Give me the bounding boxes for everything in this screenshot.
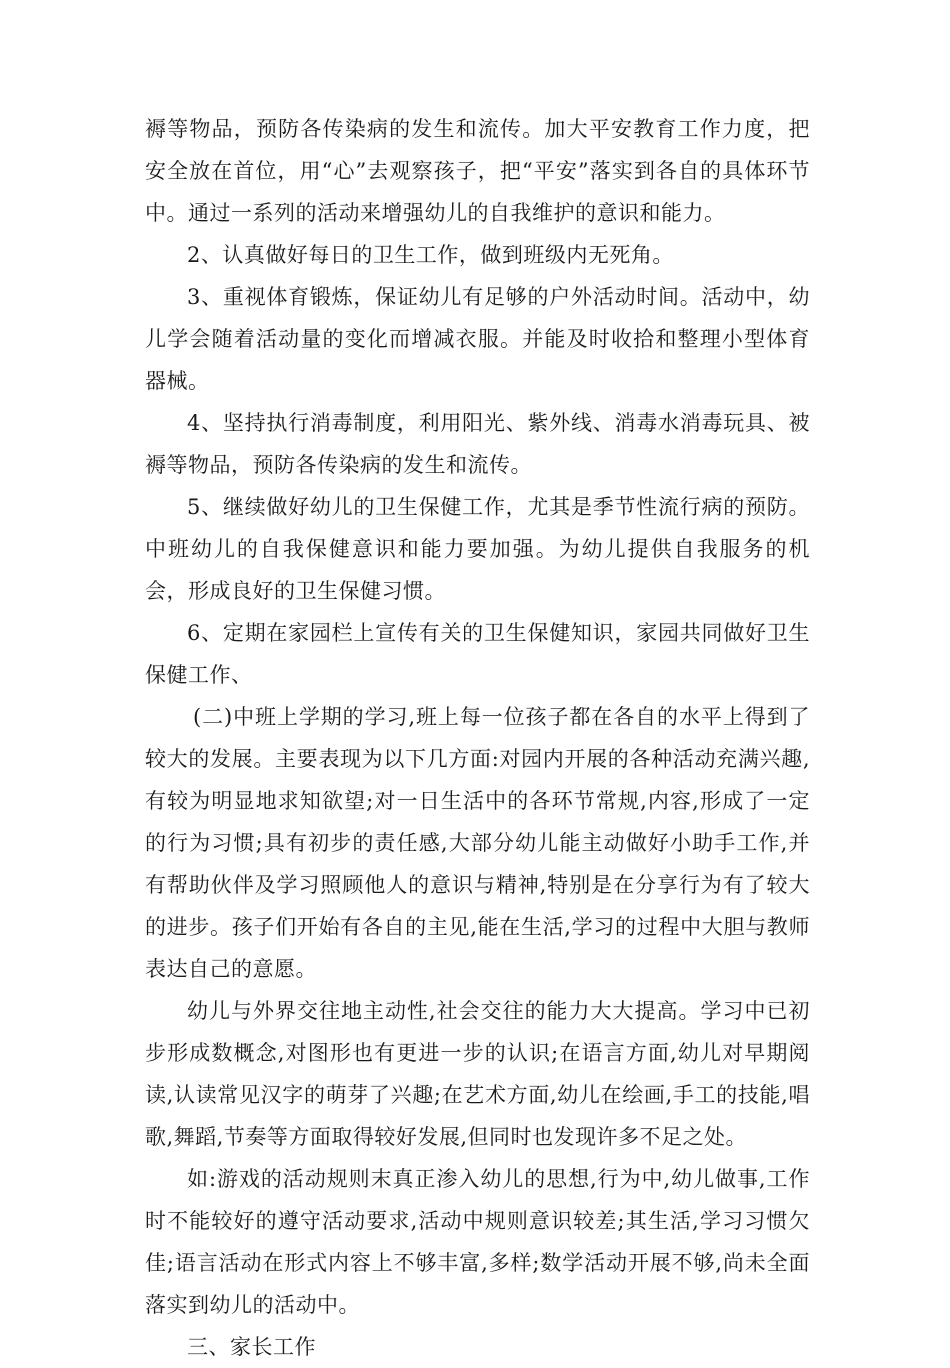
paragraph-item-2: 2、认真做好每日的卫生工作，做到班级内无死角。: [187, 243, 674, 267]
paragraph-section-2-learning: (二)中班上学期的学习,班上每一位孩子都在各自的水平上得到了较大的发展。主要表现为以下几方面:对园内开展的各种活动充满兴趣,有较为明显地求知欲望;对一日生活中的各环节常规,内容,形成了一定的行为习惯;具有初步的责任感,大部分幼儿能主动做好小助手工作,并有帮助伙伴及学习照顾他人的意识与精神,特别是在分享行为有了较大的进步。孩子们开始有各自的主见,能在生活,学习的过程中大胆与教师表达自己的意愿。: [145, 705, 810, 981]
paragraph-safety-continuation: 褥等物品，预防各传染病的发生和流传。加大平安教育工作力度，把安全放在首位，用“心”去观察孩子，把“平安”落实到各自的具体环节中。通过一系列的活动来增强幼儿的自我维护的意识和能力。: [145, 117, 810, 225]
paragraph-item-5: 5、继续做好幼儿的卫生保健工作，尤其是季节性流行病的预防。中班幼儿的自我保健意识和能力要加强。为幼儿提供自我服务的机会，形成良好的卫生保健习惯。: [145, 495, 810, 603]
paragraph-shortcomings: 如:游戏的活动规则末真正渗入幼儿的思想,行为中,幼儿做事,工作时不能较好的遵守活动要求,活动中规则意识较差;其生活,学习习惯欠佳;语言活动在形式内容上不够丰富,多样;数学活动开展不够,尚未全面落实到幼儿的活动中。: [145, 1167, 810, 1317]
paragraph-item-3: 3、重视体育锻炼，保证幼儿有足够的户外活动时间。活动中，幼儿学会随着活动量的变化而增减衣服。并能及时收拾和整理小型体育器械。: [145, 285, 810, 393]
paragraph-item-6: 6、定期在家园栏上宣传有关的卫生保健知识，家园共同做好卫生保健工作、: [145, 621, 810, 687]
document-body: [145, 108, 810, 1368]
paragraph-item-4: 4、坚持执行消毒制度，利用阳光、紫外线、消毒水消毒玩具、被褥等物品，预防各传染病的发生和流传。: [145, 411, 810, 477]
section-heading-parent-work: 三、家长工作: [187, 1335, 316, 1359]
paragraph-social-development: 幼儿与外界交往地主动性,社会交往的能力大大提高。学习中已初步形成数概念,对图形也有更进一步的认识;在语言方面,幼儿对早期阅读,认读常见汉字的萌芽了兴趣;在艺术方面,幼儿在绘画,手工的技能,唱歌,舞蹈,节奏等方面取得较好发展,但同时也发现许多不足之处。: [145, 999, 810, 1149]
